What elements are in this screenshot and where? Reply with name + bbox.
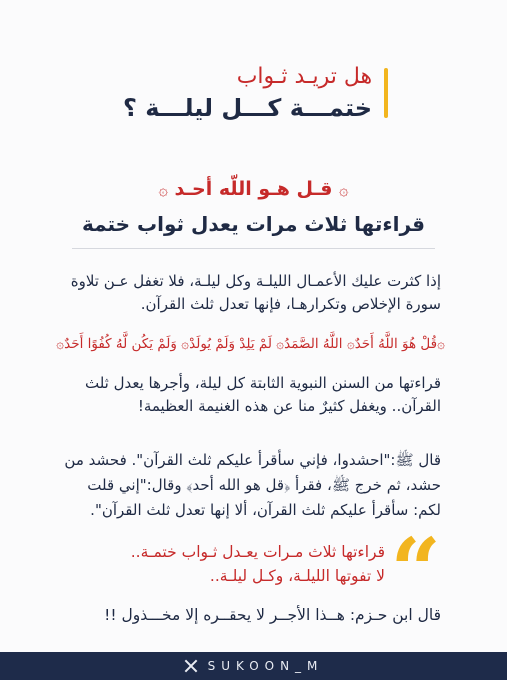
account-handle[interactable]: SUKOON_M (207, 659, 324, 673)
quote-text (85, 540, 385, 588)
quote-line-2: لا تفوتها الليلـة، وكـل ليلـة.. (209, 567, 385, 585)
surah-title (0, 178, 507, 200)
ornament-left-icon: ۞ (158, 180, 168, 199)
paragraph-hadith: قال ﷺ:"احشدوا، فإني سأقرأ عليكم ثلث القرآن". فحشد من حشد، ثم خرج ﷺ، فقرأ ﴿قل هو الله أحد﴾ وقال:"إني قلت لكم: سأقرأ عليكم ثلث القرآن، ألا إنها تعدل ثلث القرآن". (64, 451, 441, 519)
quote-mark-icon: “ (390, 518, 441, 622)
header (123, 62, 423, 124)
surah-title-text: قـل هـو اللّه أحـد (174, 178, 333, 200)
paragraph-ibn-hazm: قال ابن حـزم: هــذا الأجــر لا يحقــره إلا مخـــذول !! (104, 606, 441, 624)
paragraph-intro: إذا كثرت عليك الأعمـال الليلـة وكل ليلـة، فلا تغفل عـن تلاوة سورة الإخلاص وتكرارهـا، فإنها تعدل ثلث القرآن. (70, 272, 441, 313)
quote-line-1: قراءتها ثلاث مـرات يعـدل ثـواب ختمـة.. (130, 543, 385, 561)
subtitle: قراءتها ثلاث مرات يعدل ثواب ختمة (81, 212, 426, 236)
header-question-khatma: ختمـــة كـــل ليلـــة ؟ (123, 94, 373, 122)
paragraph-sunnah: قراءتها من السنن النبوية الثابتة كل ليلة، وأجرها يعدل ثلث القرآن.. ويغفل كثيرٌ منا عن هذه الغنيمة العظيمة! (84, 374, 441, 415)
x-logo-icon[interactable] (184, 659, 198, 673)
accent-bar (384, 68, 388, 118)
verse-surah-ikhlas: ۞قُلْ هُوَ اللَّهُ أَحَدٌ۞ اللَّهُ الصَّمَدُ۞ لَمْ يَلِدْ وَلَمْ يُولَدْ۞ وَلَمْ يَكُن لَّهُ كُفُوًا أَحَدٌ۞ (56, 336, 445, 352)
divider (72, 248, 435, 249)
header-question: هل تريـد ثـواب (236, 64, 373, 89)
ornament-right-icon: ۞ (339, 180, 349, 199)
header-text (123, 62, 372, 124)
footer (0, 652, 507, 680)
